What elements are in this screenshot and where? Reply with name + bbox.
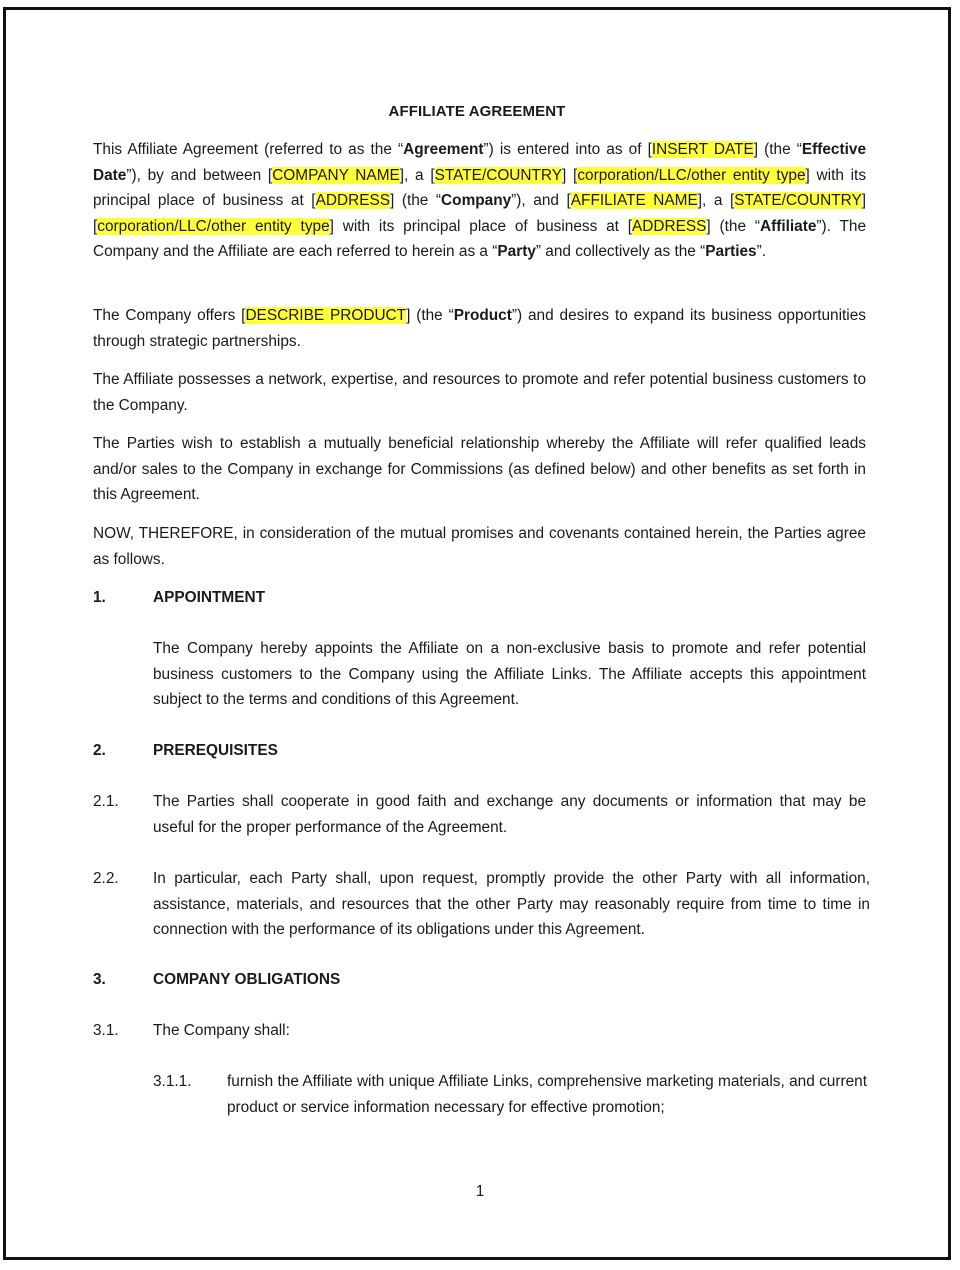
section-1-text: The Company hereby appoints the Affiliate on a non-exclusive basis to promote and refer potential business customers to the Company using the Affiliate Links. The Affiliate accepts this appointment subject to the terms and conditions of this Agreement.: [153, 640, 866, 709]
intro-paragraph: This Affiliate Agreement (referred to as the “Agreement”) is entered into as of [INSERT DATE] (the “Effective Date”), by and between [COMPANY NAME], a [STATE/COUNTRY] [corporation/LLC/other entity type] with its principal place of business at [ADDRESS] (the “Company”), and [AFFILIATE NAME], a [STATE/COUNTRY] [corporation/LLC/other entity type] with its principal place of business at [ADDRESS] (the “Affiliate”). The Company and the Affiliate are each referred to herein as a “Party” and collectively as the “Parties”.: [93, 141, 867, 261]
section-1-number: 1.: [93, 589, 106, 606]
recital-now-therefore: NOW, THEREFORE, in consideration of the mutual promises and covenants contained herein, the Parties agree as follows.: [93, 525, 866, 568]
section-2-number: 2.: [93, 742, 106, 759]
placeholder-describe-product: DESCRIBE PRODUCT: [245, 307, 407, 324]
placeholder-company-address: ADDRESS: [315, 192, 390, 210]
placeholder-affiliate-name: AFFILIATE NAME: [570, 192, 698, 210]
clause-3-1-number: 3.1.: [93, 1022, 119, 1039]
clause-3-1-1-number: 3.1.1.: [153, 1073, 192, 1090]
placeholder-affiliate-state: STATE/COUNTRY: [734, 192, 862, 210]
recital-product: The Company offers [DESCRIBE PRODUCT] (the “Product”) and desires to expand its business opportunities through strategic partnerships.: [93, 307, 866, 350]
placeholder-affiliate-address: ADDRESS: [632, 217, 707, 235]
placeholder-company-state: STATE/COUNTRY: [434, 166, 563, 184]
clause-3-1-text: The Company shall:: [153, 1022, 290, 1039]
placeholder-company-name: COMPANY NAME: [272, 166, 400, 184]
page-number: 1: [475, 1183, 485, 1200]
clause-2-2-number: 2.2.: [93, 870, 119, 887]
document-title: AFFILIATE AGREEMENT: [388, 103, 566, 120]
recital-affiliate: The Affiliate possesses a network, expertise, and resources to promote and refer potential business customers to the Company.: [93, 371, 866, 414]
section-1-heading: APPOINTMENT: [153, 589, 266, 606]
clause-2-1-text: The Parties shall cooperate in good faith and exchange any documents or information that may be useful for the proper performance of the Agreement.: [153, 793, 866, 836]
placeholder-company-entity-type: corporation/LLC/other entity type: [577, 166, 806, 184]
recital-parties: The Parties wish to establish a mutually beneficial relationship whereby the Affiliate will refer qualified leads and/or sales to the Company in exchange for Commissions (as defined below) and other benefits as set forth in this Agreement.: [93, 435, 866, 504]
section-3-heading: COMPANY OBLIGATIONS: [153, 971, 341, 988]
clause-3-1-1-text: furnish the Affiliate with unique Affiliate Links, comprehensive marketing materials, and current product or service information necessary for effective promotion;: [227, 1073, 867, 1116]
placeholder-insert-date: INSERT DATE: [651, 141, 754, 158]
section-2-heading: PREREQUISITES: [153, 742, 278, 759]
clause-2-2-text: In particular, each Party shall, upon request, promptly provide the other Party with all information, assistance, materials, and resources that the other Party may reasonably require from time to time in connection with the performance of its obligations under this Agreement.: [153, 870, 870, 939]
clause-2-1-number: 2.1.: [93, 793, 119, 810]
section-3-number: 3.: [93, 971, 106, 988]
placeholder-affiliate-entity-type: corporation/LLC/other entity type: [97, 217, 330, 235]
